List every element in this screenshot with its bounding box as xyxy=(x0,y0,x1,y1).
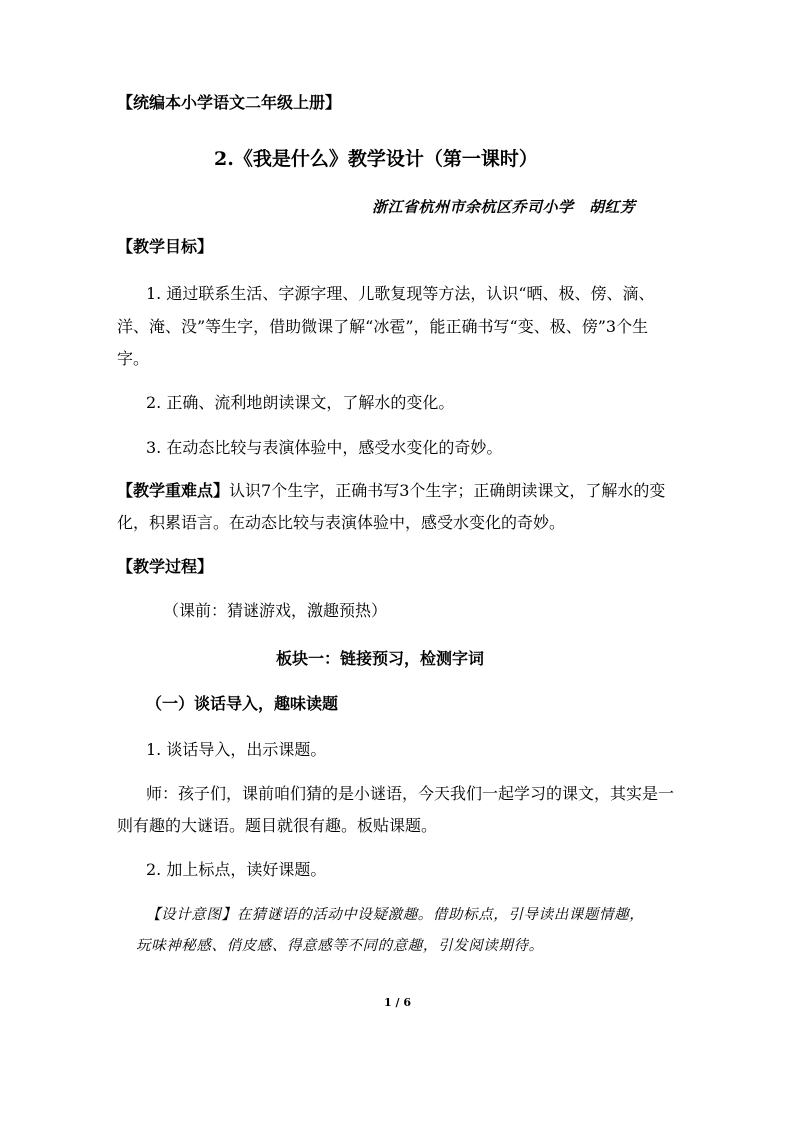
series-label: 【统编本小学语文二年级上册】 xyxy=(117,93,342,112)
design-intent-label: 【设计意图】 xyxy=(146,907,237,923)
objective-1-line-2: 洋、淹、没”等生字，借助微课了解“冰雹”，能正确书写“变、极、傍”3个生 xyxy=(117,317,649,336)
page-number: 1 / 6 xyxy=(384,996,411,1009)
section-1-title: （一）谈话导入，趣味读题 xyxy=(146,694,339,713)
objective-2: 2. 正确、流利地朗读课文，了解水的变化。 xyxy=(146,393,455,412)
teacher-line-2: 则有趣的大谜语。题目就很有趣。板贴课题。 xyxy=(117,816,438,835)
design-intent-text: 在猜谜语的活动中设疑激趣。借助标点，引导读出课题情趣， xyxy=(236,907,645,923)
key-points-text: 认识7个生字，正确书写3个生字；正确朗读课文，了解水的变 xyxy=(229,481,666,500)
design-intent-line-2: 玩味神秘感、俏皮感、得意感等不同的意趣，引发阅读期待。 xyxy=(136,938,544,954)
objective-3: 3. 在动态比较与表演体验中，感受水变化的奇妙。 xyxy=(146,438,503,457)
objective-1-line-1: 1. 通过联系生活、字源字理、儿歌复现等方法，认识“晒、极、傍、滴、 xyxy=(146,284,655,303)
teacher-line-1: 师：孩子们，课前咱们猜的是小谜语，今天我们一起学习的课文，其实是一 xyxy=(146,784,675,803)
page-title: 2.《我是什么》教学设计（第一课时） xyxy=(214,148,538,170)
pre-class-note: （课前：猜谜游戏，激趣预热） xyxy=(163,601,388,620)
step-1: 1. 谈话导入，出示课题。 xyxy=(146,740,327,759)
objective-1-line-3: 字。 xyxy=(117,349,150,368)
design-intent-line-1 xyxy=(146,903,644,924)
step-2: 2. 加上标点，读好课题。 xyxy=(146,860,327,879)
process-heading: 【教学过程】 xyxy=(117,557,214,576)
objectives-heading: 【教学目标】 xyxy=(117,237,214,256)
key-points-label: 【教学重难点】 xyxy=(117,481,230,500)
key-points-line-2: 化，积累语言。在动态比较与表演体验中，感受水变化的奇妙。 xyxy=(117,513,566,532)
module-1-title: 板块一：链接预习，检测字词 xyxy=(276,649,485,668)
author-line: 浙江省杭州市余杭区乔司小学 胡红芳 xyxy=(372,198,636,216)
key-points-line-1 xyxy=(117,480,665,502)
